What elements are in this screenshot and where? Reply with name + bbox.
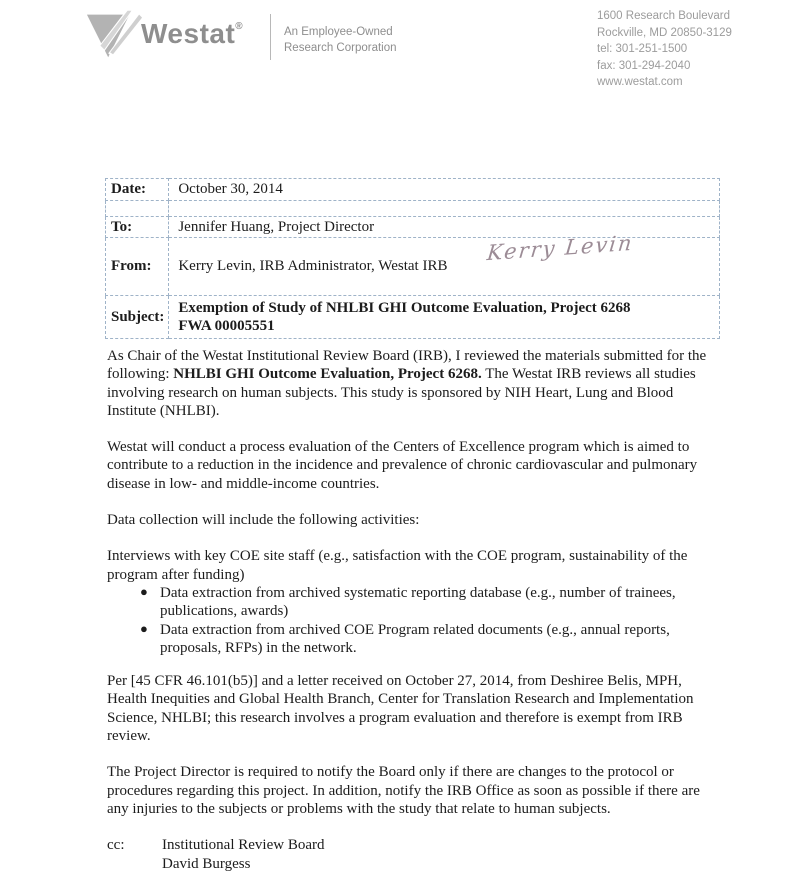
paragraph-intro-after: The Westat IRB reviews all studies involving research on human subjects. This study is sponsored by NIH Heart, Lung and Blood Institute (NHLBI). (107, 366, 696, 419)
date-label: Date: (106, 179, 169, 201)
memo-row-date (106, 179, 720, 201)
paragraph-notify-requirements: The Project Director is required to notify the Board only if there are changes to the protocol or procedures regarding this project. In addition, notify the IRB Office as soon as possible if there are any injuries to the subjects or problems with the study that relate to human subjects. (107, 764, 700, 817)
bullet-item-1-text: Data extraction from archived systematic reporting database (e.g., number of trainees, publications, awards) (160, 584, 676, 620)
activities-bullet-list (107, 584, 719, 657)
logo-wordmark (141, 18, 243, 50)
phone-number: tel: 301-251-1500 (597, 43, 688, 55)
cc-section (107, 836, 719, 873)
from-label: From: (106, 238, 169, 296)
registered-trademark-mark: ® (235, 21, 244, 32)
subject-value-cell (169, 296, 720, 339)
from-value-cell (169, 230, 720, 296)
to-label: To: (106, 217, 169, 238)
tagline-line-2: Research Corporation (284, 42, 397, 54)
company-tagline (284, 24, 397, 56)
paragraph-intro-before: As Chair of the Westat Institutional Review Board (IRB), I reviewed the materials submitted for the following: (107, 348, 707, 383)
header-divider (270, 14, 271, 60)
paragraph-data-collection-lead: Data collection will include the following activities: (107, 512, 420, 529)
memo-row-subject (106, 296, 720, 339)
from-value: Kerry Levin, IRB Administrator, Westat IRB (178, 258, 448, 274)
bullet-icon: ● (140, 620, 148, 636)
company-address-block (597, 8, 732, 91)
subject-label: Subject: (106, 296, 169, 339)
address-city: Rockville, MD 20850-3129 (597, 26, 732, 39)
study-title-bold: NHLBI GHI Outcome Evaluation, Project 6268. (173, 366, 482, 383)
westat-logo-icon (85, 8, 143, 65)
bullet-item-2-text: Data extraction from archived COE Program related documents (e.g., annual reports, proposals, RFPs) in the network. (160, 621, 670, 656)
paragraph-study-description: Westat will conduct a process evaluation of the Centers of Excellence program which is aimed to contribute to a reduction in the incidence and prevalence of chronic cardiovascular and pulmonary disease in low- and middle-income countries. (107, 439, 698, 492)
paragraph-interviews: Interviews with key COE site staff (e.g., satisfaction with the COE program, sustainability of the program after funding) (107, 548, 688, 583)
cc-names-list (162, 836, 324, 873)
bullet-item-1 (107, 584, 719, 621)
subject-line-1: Exemption of Study of NHLBI GHI Outcome Evaluation, Project 6268 (178, 300, 631, 316)
address-street: 1600 Research Boulevard (597, 10, 730, 22)
bullet-item-2 (107, 621, 719, 658)
tagline-line-1: An Employee-Owned (284, 26, 393, 38)
paragraph-exemption: Per [45 CFR 46.101(b5)] and a letter received on October 27, 2014, from Deshiree Belis, MPH, Health Inequities and Global Health Branch, Center for Translation Research and Implementation Science, NHLBI; this research involves a program evaluation and therefore is exempt from IRB review. (107, 673, 694, 745)
memo-row-spacer (106, 201, 720, 217)
spacer-value-cell (169, 201, 720, 217)
paragraph-intro (107, 347, 719, 420)
logo-text: Westat (141, 18, 236, 49)
fax-number: fax: 301-294-2040 (597, 59, 691, 72)
cc-name-1: Institutional Review Board (162, 837, 325, 854)
subject-line-2: FWA 00005551 (178, 318, 275, 334)
memo-header-table (105, 178, 720, 339)
memo-row-from (106, 238, 720, 296)
date-value: October 30, 2014 (169, 179, 720, 201)
website-url: www.westat.com (597, 76, 683, 88)
cc-name-2: David Burgess (162, 855, 251, 872)
spacer-label-cell (106, 201, 169, 217)
handwritten-signature: Kerry Levin (486, 230, 636, 266)
to-value: Jennifer Huang, Project Director (169, 217, 720, 238)
cc-label: cc: (107, 837, 125, 854)
bullet-icon: ● (140, 583, 148, 599)
letter-body (107, 347, 719, 873)
